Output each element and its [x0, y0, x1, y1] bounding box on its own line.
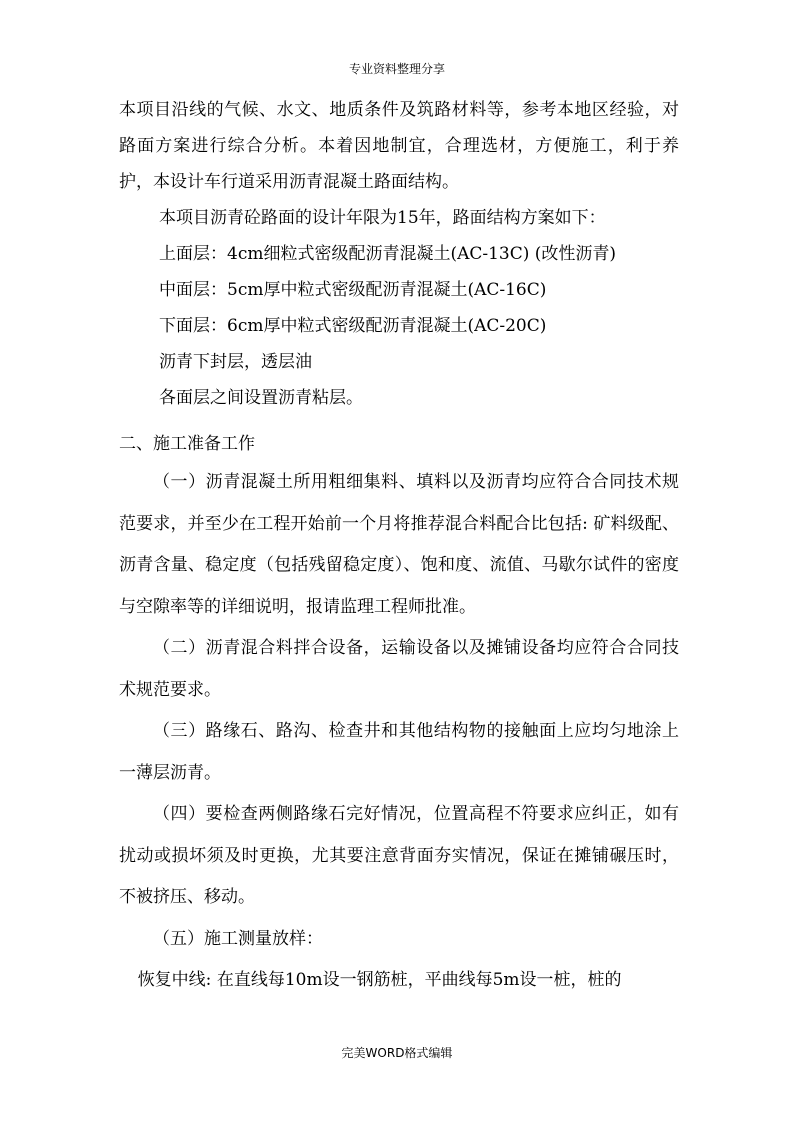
section-title: 二、施工准备工作 — [119, 434, 255, 454]
layer-seal: 沥青下封层，透层油 — [159, 352, 312, 372]
page-header: 专业资料整理分享 — [348, 62, 445, 76]
layer-upper: 上面层：4cm细粒式密级配沥青混凝土(AC-13C) (改性沥青) — [159, 244, 617, 264]
prep-item-5: （五）施工测量放样： — [153, 928, 323, 949]
prep-item-3: （三）路缘石、路沟、检查井和其他结构物的接触面上应均匀地涂上一薄层沥青。 — [119, 721, 679, 783]
prep-item-4: （四）要检查两侧路缘石完好情况，位置高程不符要求应纠正，如有扰动或损坏须及时更换，尤其要注意背面夯实情况，保证在摊铺碾压时，不被挤压、移动。 — [119, 804, 679, 907]
centerline-restore-text: 恢复中线: 在直线每10m设一钢筋桩，平曲线每5m设一桩，桩的 — [137, 970, 622, 990]
layer-middle: 中面层：5cm厚中粒式密级配沥青混凝土(AC-16C) — [159, 280, 547, 300]
page-footer: 完美WORD格式编辑 — [341, 1046, 453, 1060]
layer-lower: 下面层：6cm厚中粒式密级配沥青混凝土(AC-20C) — [159, 316, 547, 336]
layer-tack: 各面层之间设置沥青粘层。 — [159, 388, 363, 408]
prep-item-2: （二）沥青混合料拌合设备，运输设备以及摊铺设备均应符合合同技术规范要求。 — [119, 638, 679, 700]
structure-intro: 本项目沥青砼路面的设计年限为15年，路面结构方案如下： — [159, 208, 606, 228]
intro-paragraph: 本项目沿线的气候、水文、地质条件及筑路材料等，参考本地区经验，对路面方案进行综合分析。本着因地制宜，合理选材，方便施工，利于养护，本设计车行道采用沥青混凝土路面结构。 — [119, 100, 679, 192]
document-body — [119, 92, 679, 1002]
prep-item-1: （一）沥青混凝土所用粗细集料、填料以及沥青均应符合合同技术规范要求，并至少在工程开始前一个月将推荐混合料配合比包括: 矿料级配、沥青含量、稳定度（包括残留稳定度）、饱和度、流值、马歇尔试件的密度与空隙率等的详细说明，报请监理工程师批准。 — [119, 472, 679, 617]
